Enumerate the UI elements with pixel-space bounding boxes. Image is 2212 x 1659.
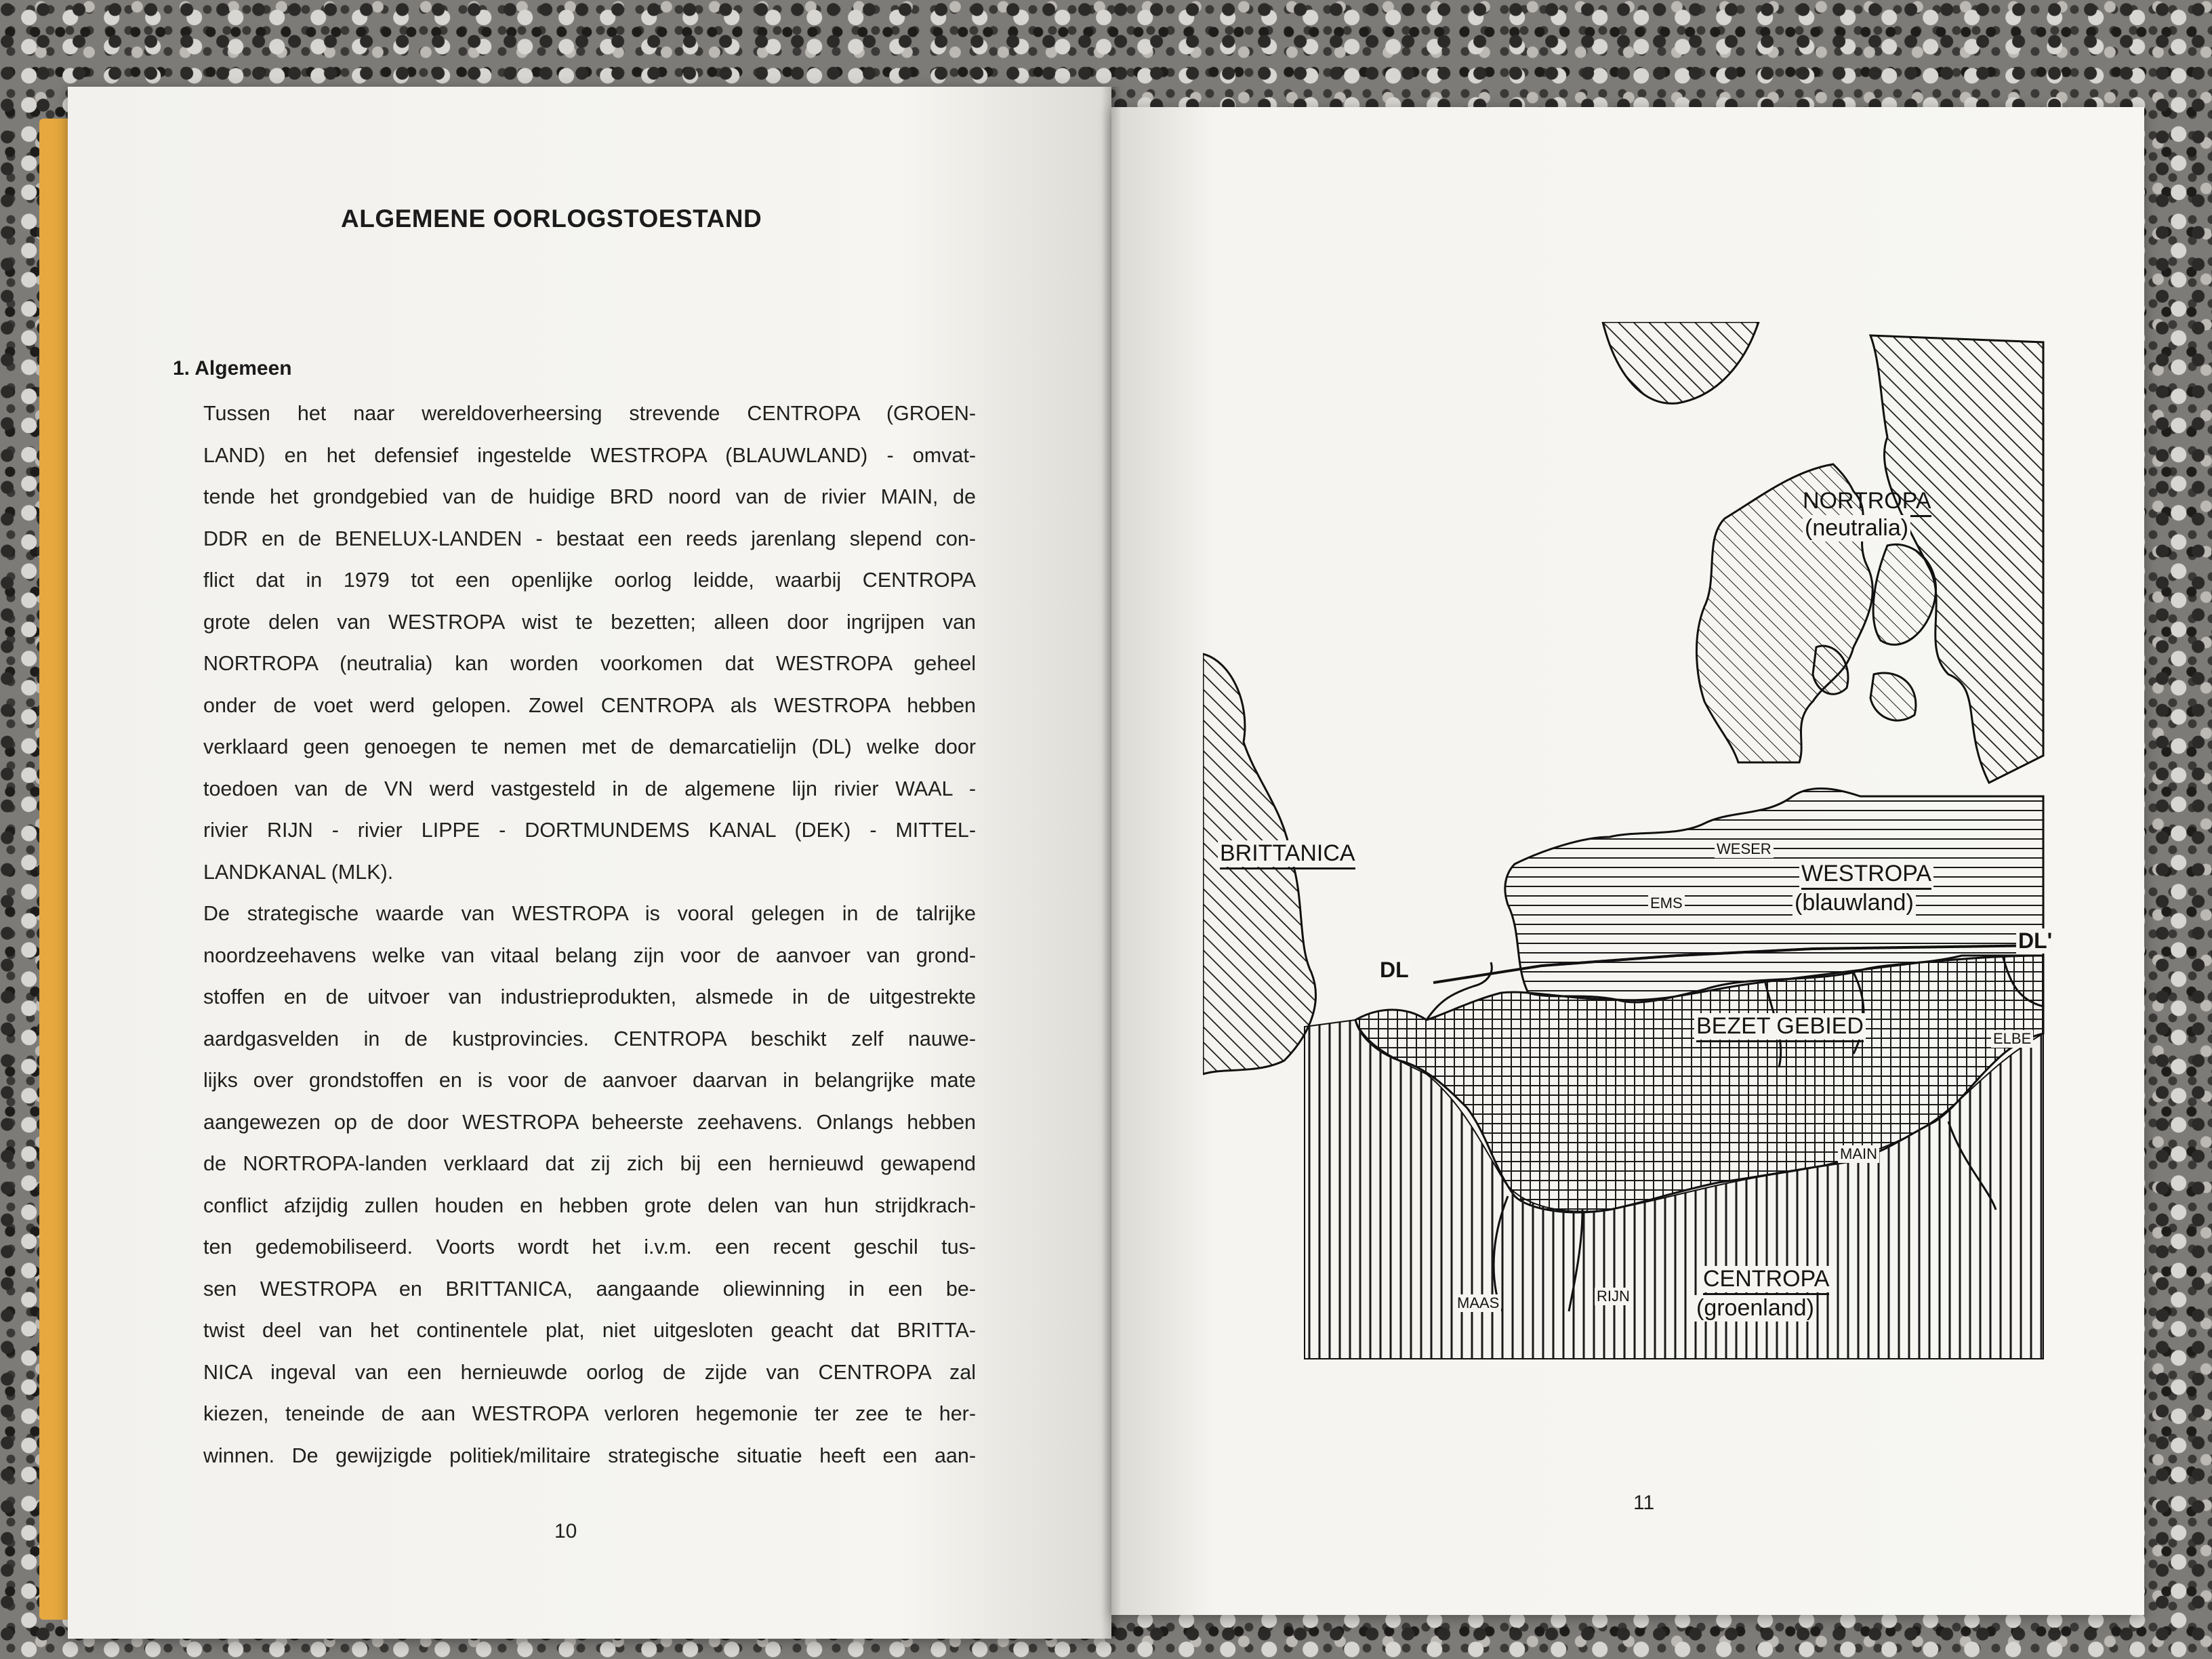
- text-line: lijks over grondstoffen en is voor de aanvoer daarvan in belangrijke mate: [203, 1069, 976, 1092]
- map-label-westropa: WESTROPA: [1801, 861, 1931, 890]
- text-line: verklaard geen genoegen te nemen met de demarcatielijn (DL) welke door: [203, 735, 976, 758]
- text-line: NICA ingeval van een hernieuwde oorlog de zijde van CENTROPA zal: [203, 1360, 976, 1384]
- text-line: Tussen het naar wereldoverheersing strevende CENTROPA (GROEN-: [203, 402, 976, 425]
- text-line: rivier RIJN - rivier LIPPE - DORTMUNDEMS KANAL (DEK) - MITTEL-: [203, 819, 976, 842]
- text-line: stoffen en de uitvoer van industrieprodukten, alsmede in de uitgestrekte: [203, 985, 976, 1008]
- text-line: LAND) en het defensief ingestelde WESTROPA (BLAUWLAND) - omvat-: [203, 443, 976, 467]
- map-illustration: [1203, 322, 2057, 1362]
- body-text: [203, 393, 976, 1477]
- page-number-right: 11: [1633, 1492, 1655, 1514]
- text-line: LANDKANAL (MLK).: [203, 860, 394, 884]
- text-line: ten gedemobiliseerd. Voorts wordt het i.v.m. een recent geschil tus-: [203, 1235, 976, 1258]
- map-label-centropa-sub: (groenland): [1694, 1295, 1816, 1322]
- map-label-nortropa: NORTROPA: [1803, 488, 1931, 517]
- map-label-weser: WESER: [1715, 840, 1774, 858]
- text-line: aangewezen op de door WESTROPA beheerste zeehavens. Onlangs hebben: [203, 1110, 976, 1134]
- text-line: twist deel van het continentele plat, niet uitgesloten geacht dat BRITTA-: [203, 1319, 976, 1342]
- section-heading: 1. Algemeen: [173, 357, 292, 380]
- text-line: grote delen van WESTROPA wist te bezetten; alleen door ingrijpen van: [203, 610, 976, 634]
- text-line: toedoen van de VN werd vastgesteld in de algemene lijn rivier WAAL -: [203, 777, 976, 800]
- map-label-maas: MAAS: [1455, 1294, 1501, 1312]
- text-line: flict dat in 1979 tot een openlijke oorlog leidde, waarbij CENTROPA: [203, 569, 976, 592]
- text-line: tende het grondgebied van de huidige BRD noord van de rivier MAIN, de: [203, 485, 976, 508]
- page-number-left: 10: [554, 1520, 577, 1542]
- text-line: aardgasvelden in de kustprovincies. CENTROPA beschikt zelf nauwe-: [203, 1027, 976, 1050]
- map-label-westropa-sub: (blauwland): [1793, 890, 1916, 916]
- text-line: kiezen, teneinde de aan WESTROPA verloren hegemonie ter zee te her-: [203, 1402, 976, 1425]
- text-line: conflict afzijdig zullen houden en hebben grote delen van hun strijdkrach-: [203, 1193, 976, 1217]
- map-label-nortropa-sub: (neutralia): [1803, 515, 1910, 541]
- map-label-elbe: ELBE: [1991, 1030, 2033, 1048]
- page-title: ALGEMENE OORLOGSTOESTAND: [341, 205, 762, 232]
- map-label-main: MAIN: [1838, 1145, 1879, 1163]
- text-line: sen WESTROPA en BRITTANICA, aangaande oliewinning in een be-: [203, 1277, 976, 1300]
- map-label-dl: DL: [1378, 958, 1411, 983]
- text-line: DDR en de BENELUX-LANDEN - bestaat een reeds jarenlang slepend con-: [203, 527, 976, 550]
- text-line: de NORTROPA-landen verklaard dat zij zich bij een hernieuwd gewapend: [203, 1152, 976, 1175]
- text-line: noordzeehavens welke van vitaal belang zijn voor de aanvoer van grond-: [203, 943, 976, 967]
- text-line: winnen. De gewijzigde politiek/militaire strategische situatie heeft een aan-: [203, 1443, 976, 1467]
- map-label-brittanica: BRITTANICA: [1220, 840, 1355, 869]
- map-label-bezet-gebied: BEZET GEBIED: [1696, 1013, 1864, 1042]
- map-label-ems: EMS: [1648, 895, 1685, 912]
- map-label-centropa: CENTROPA: [1703, 1266, 1829, 1295]
- map-label-rijn: RIJN: [1595, 1288, 1632, 1305]
- text-line: De strategische waarde van WESTROPA is vooral gelegen in de talrijke: [203, 902, 976, 925]
- map-label-dl-prime: DL': [2016, 928, 2054, 954]
- book-gutter: [1101, 87, 1122, 1639]
- text-line: onder de voet werd gelopen. Zowel CENTROPA als WESTROPA hebben: [203, 693, 976, 717]
- text-line: NORTROPA (neutralia) kan worden voorkomen dat WESTROPA geheel: [203, 652, 976, 675]
